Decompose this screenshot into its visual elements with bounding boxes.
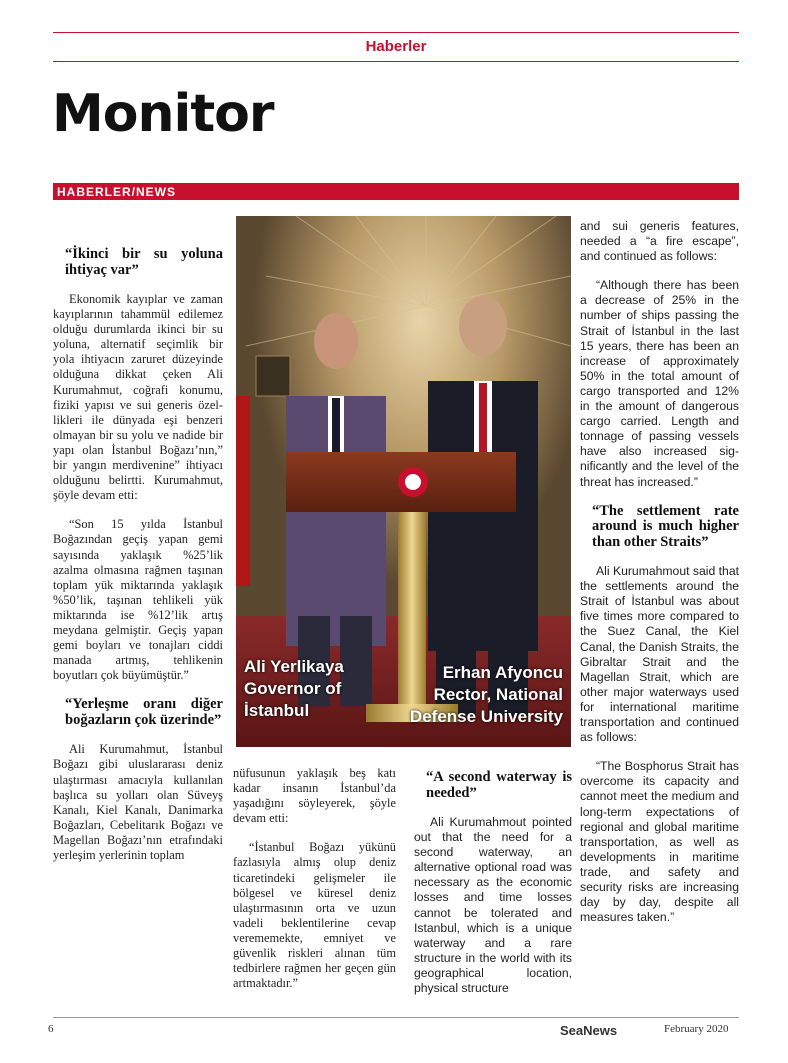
col4-paragraph-3: Ali Kurumahmout said that the settlements around the Strait of İstanbul was about five times more compared to the Suez Canal, the Kiel Canal, the Danish Straits, the Gibraltar Strait and the Magellan Strait, which are other major waterways used for international maritime transportation and continued as follows: — [580, 564, 739, 745]
footer-rule — [53, 1017, 739, 1018]
caption-left-line-2: Governor of — [244, 679, 342, 698]
photo — [236, 216, 571, 747]
caption-left — [244, 656, 344, 722]
col1-heading-1: “İkinci bir su yoluna ihtiyaç var” — [65, 246, 223, 278]
col3-paragraph-1: Ali Kurumahmout pointed out that the need for a second waterway, an alternative optional road was necessary as the economic losses and time losses cannot be tolerated and Istanbul, which is a unique waterway and a rare structure in the world with its geographical location, physical structure — [414, 815, 572, 996]
col1-heading-2: “Yerleşme oranı diğer boğazların çok üzerinde” — [65, 696, 223, 728]
column-2 — [233, 766, 396, 1005]
col3-heading-1: “A second waterway is needed” — [426, 769, 572, 801]
caption-right-line-1: Erhan Afyoncu — [442, 663, 563, 682]
col2-paragraph-1: nüfusunun yaklaşık beş katı kadar insanın İstanbul’da yaşadığını söyleyerek, şöyle devam etti: — [233, 766, 396, 826]
column-4 — [580, 219, 739, 939]
caption-right-line-3: Defense University — [409, 707, 563, 726]
column-1 — [53, 247, 223, 877]
col4-paragraph-2: “Although there has been a decrease of 25% in the number of ships passing the Strait of İstanbul in the last 15 years, there has been an increase of approximately 50% in the total amount of cargo transported and 12% in the amount of dangerous cargo carried. Length and tonnage of passing vessels have also increased significantly and the level of the threat has increased.” — [580, 278, 739, 489]
col1-paragraph-1: Ekonomik kayıplar ve zaman kayıplarının tahammül edilemez olduğu durumlarda ikinci bir su yoluna, alternatif seçimlik bir yola ihtiyacın zaruret düzeyinde olduğuna dikkat çeken Ali Kurumahmut, coğrafi konumu, fiziki yapısı ve sui generis özellikleri ile dünyada eşi benzeri olmayan bir su yolu ve nadide bir yapı olan İstanbul Boğazı’nın,” bir yangın merdivenine” ihtiyacı olduğunu belirtti. Kurumahmut, şöyle devam etti: — [53, 292, 223, 503]
col1-paragraph-3: Ali Kurumahmut, İstanbul Boğazı gibi uluslararası deniz ulaştırması amacıyla kullanılan başlıca su yolları olan Süveyş Kanalı, Kiel Kanalı, Danimarka Boğazları, Cebelitarık Boğazı ve Magellan Boğazı’nın etrafındaki yerleşim yerlerinin toplam — [53, 742, 223, 862]
col4-heading-1: “The settlement rate around is much higher than other Straits” — [592, 502, 739, 550]
caption-left-line-1: Ali Yerlikaya — [244, 657, 344, 676]
page-number: 6 — [48, 1023, 54, 1035]
caption-right-line-2: Rector, National — [433, 685, 563, 704]
page-title: Monitor — [52, 84, 274, 144]
footer-date: February 2020 — [664, 1023, 729, 1035]
col4-paragraph-4: “The Bosphorus Strait has overcome its capacity and cannot meet the medium and long-term expectations of regional and global maritime transportation, as well as developments in maritime trade, and safety and security risks are increasing day by day, despite all measures taken.” — [580, 759, 739, 925]
col2-paragraph-2: “İstanbul Boğazı yükünü fazlasıyla almış olup deniz ticaretindeki gelişmeler ile bölgesel ve küresel deniz ulaştırmasının orta ve uzun vadeli beklentilerine cevap verememekte, emniyet ve güvenlik riskleri alınan tüm tedbirlere rağmen her geçen gün artmaktadır.” — [233, 840, 396, 991]
col4-paragraph-1: and sui generis features, needed a “a fire escape”, and continued as follows: — [580, 219, 739, 264]
section-header — [53, 32, 739, 62]
caption-right — [410, 662, 563, 728]
section-label: Haberler — [365, 38, 427, 55]
caption-left-line-3: İstanbul — [244, 701, 310, 720]
news-bar — [53, 183, 739, 200]
col1-paragraph-2: “Son 15 yılda İstanbul Boğazından geçiş yapan gemi sayısında yaklaşık %25’lik azalma olmasına rağmen taşınan toplam yük miktarında yaklaşık %50’lik, taşınan tehlikeli yük miktarında ise %12’lik artış meydana gelmiştir. Geçiş yapan gemi boyları ve tonajları ciddi manada artmış, tehlikenin boyutları çok büyümüştür.” — [53, 517, 223, 683]
footer-brand: SeaNews — [560, 1023, 618, 1038]
news-bar-label: HABERLER/NEWS — [57, 185, 177, 199]
column-3 — [414, 770, 572, 1010]
